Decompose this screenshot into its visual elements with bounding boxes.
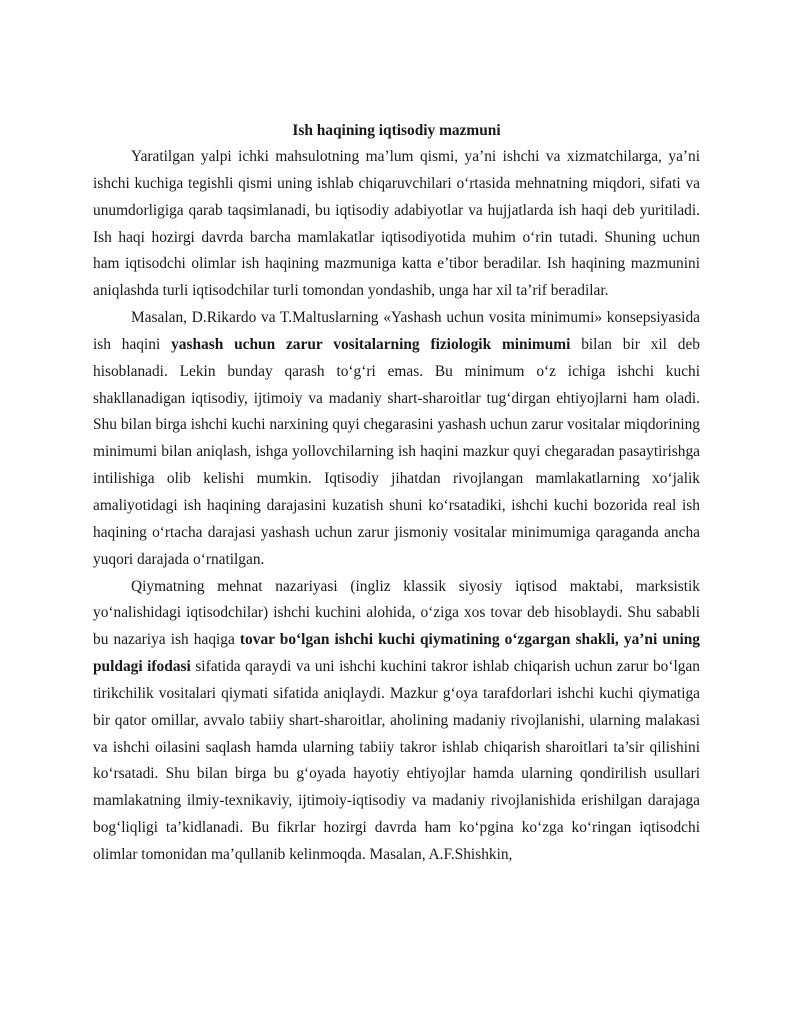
paragraph-2 xyxy=(93,305,700,573)
paragraph-text: Qiymatning mehnat nazariyasi (ingliz klassik siyosiy iqtisod maktabi, marksistik yo‘nalishidagi iqtisodchilar) ishchi kuchini alohida, o‘ziga xos tovar deb hisoblaydi. Shu sababli bu nazariya ish haqiga xyxy=(93,577,700,649)
paragraph-text: sifatida qaraydi va uni ishchi kuchini takror ishlab chiqarish uchun zarur bo‘lgan tirikchilik vositalari qiymati sifatida aniqlaydi. Mazkur g‘oya tarafdorlari ishchi kuchi qiymatiga bir qator omillar, avvalo tabiiy shart-sharoitlar, aholining madaniy rivojlanishi, ularning malakasi va ishchi oilasini saqlash hamda ularning tabiiy takror ishlab chiqarish sharoitlari ta’sir qilishini ko‘rsatadi. Shu bilan birga bu g‘oyada hayotiy ehtiyojlar hamda ularning qondirilish usullari mamlakatning ilmiy-texnikaviy, ijtimoiy-iqtisodiy va madaniy rivojlanishida erishilgan darajaga bog‘liqligi ta’kidlanadi. Bu fikrlar hozirgi davrda ham ko‘pgina ko‘zga ko‘ringan iqtisodchi olimlar tomonidan ma’qullanib kelinmoqda. Masalan, A.F.Shishkin, xyxy=(93,658,700,863)
paragraph-1 xyxy=(93,144,700,305)
paragraph-text: Yaratilgan yalpi ichki mahsulotning ma’lum qismi, ya’ni ishchi va xizmatchilarga, ya’ni ishchi kuchiga tegishli qismi uning ishlab chiqaruvchilari o‘rtasida mehnatning miqdori, sifati va unumdorligiga qarab taqsimlanadi, bu iqtisodiy adabiyotlar va hujjatlarda ish haqi deb yuritiladi. Ish haqi hozirgi davrda barcha mamlakatlar iqtisodiyotida muhim o‘rin tutadi. Shuning uchun ham iqtisodchi olimlar ish haqining mazmuniga katta e’tibor beradilar. Ish haqining mazmunini aniqlashda turli iqtisodchilar turli tomondan yondashib, unga har xil ta’rif beradilar. xyxy=(93,148,700,300)
bold-phrase: tovar bo‘lgan ishchi kuchi qiymatining o‘zgargan shakli, ya’ni uning puldagi ifodasi xyxy=(93,631,700,676)
paragraph-text: Masalan, D.Rikardo va T.Maltuslarning «Yashash uchun vosita minimumi» konsepsiyasida ish haqini xyxy=(93,309,700,353)
document-page xyxy=(93,118,700,869)
document-title: Ish haqining iqtisodiy mazmuni xyxy=(292,122,501,139)
bold-phrase: yashash uchun zarur vositalarning fiziologik minimumi xyxy=(171,335,571,353)
paragraph-3 xyxy=(93,574,700,869)
paragraph-text: bilan bir xil deb hisoblanadi. Lekin bunday qarash to‘g‘ri emas. Bu minimum o‘z ichiga ishchi kuchi shakllanadigan iqtisodiy, ijtimoiy va madaniy shart-sharoitlar tug‘dirgan ehtiyojlarni ham oladi. Shu bilan birga ishchi kuchi narxining quyi chegarasini yashash uchun zarur vositalar miqdorining minimumi bilan aniqlash, ishga yollovchilarning ish haqini mazkur quyi chegaradan pasaytirishga intilishiga olib kelishi mumkin. Iqtisodiy jihatdan rivojlangan mamlakatlarning xo‘jalik amaliyotidagi ish haqining darajasini kuzatish shuni ko‘rsatadiki, ishchi kuchi bozorida real ish haqining o‘rtacha darajasi yashash uchun zarur jismoniy vositalar minimumiga qaraganda ancha yuqori darajada o‘rnatilgan. xyxy=(93,335,700,568)
